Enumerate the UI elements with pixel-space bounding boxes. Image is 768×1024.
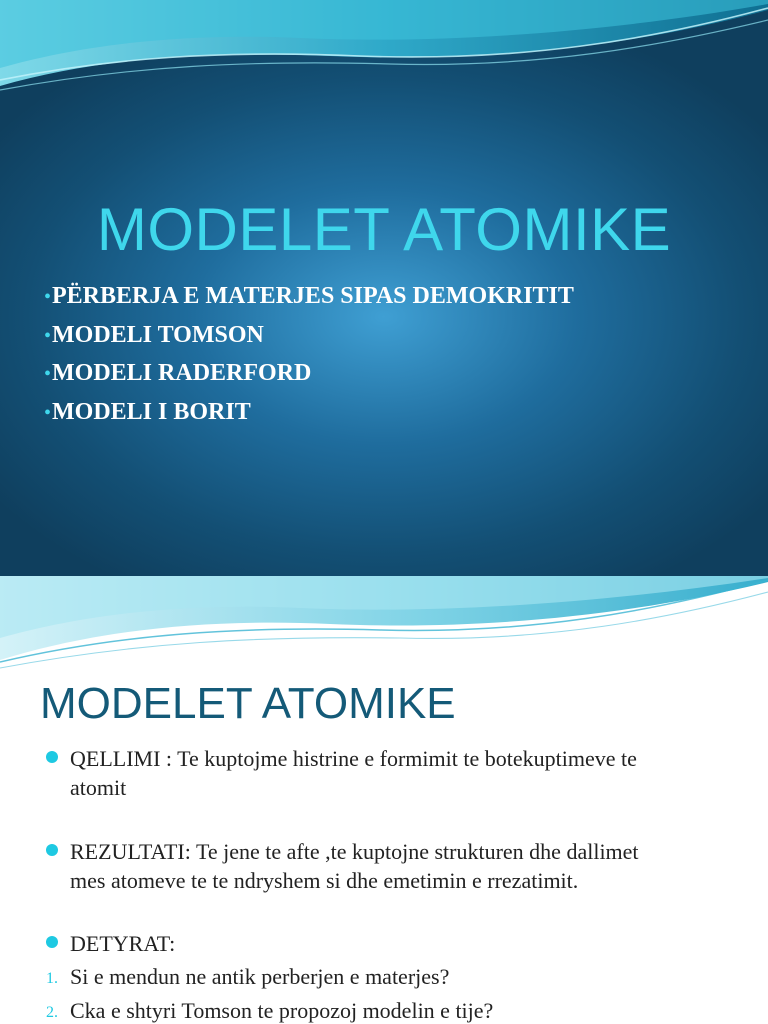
topic-label: PËRBERJA E MATERJES SIPAS DEMOKRITIT — [52, 283, 574, 309]
bullet-icon: • — [44, 401, 52, 424]
header-wave-decoration — [0, 576, 768, 671]
task-text: Cka e shtyri Tomson te propozoj modelin e tije? — [70, 998, 494, 1023]
topic-label: MODELI TOMSON — [52, 321, 264, 348]
bullet-icon — [46, 936, 58, 948]
result-text-line2: mes atomeve te te ndryshem si dhe emetimin e rrezatimit. — [70, 868, 579, 893]
tasks-label: DETYRAT: — [70, 931, 176, 956]
topic-label: MODELI RADERFORD — [52, 360, 312, 386]
bullet-icon: • — [44, 286, 52, 308]
topic-label: MODELI I BORIT — [52, 398, 251, 425]
bullet-icon: • — [44, 324, 52, 347]
content-slide — [0, 576, 768, 1024]
task-number: 2. — [46, 1004, 58, 1021]
topic-item — [44, 317, 574, 356]
topic-list — [44, 278, 574, 432]
slide-title: MODELET ATOMIKE — [96, 196, 672, 263]
topic-item — [44, 394, 574, 433]
bullet-icon: • — [44, 363, 52, 385]
topic-item — [44, 355, 574, 394]
goal-text-line1: QELLIMI : Te kuptojme histrine e formimit te botekuptimeve te — [70, 746, 637, 771]
header-wave-decoration — [0, 0, 768, 100]
bullet-icon — [46, 844, 58, 856]
topic-item — [44, 278, 574, 317]
task-text: Si e mendun ne antik perberjen e materjes? — [70, 964, 450, 989]
goal-text-line2: atomit — [70, 775, 127, 800]
result-text-line1: REZULTATI: Te jene te afte ,te kuptojne strukturen dhe dallimet — [70, 839, 639, 864]
slide-title: MODELET ATOMIKE — [40, 679, 456, 728]
bullet-icon — [46, 751, 58, 763]
task-number: 1. — [46, 970, 58, 987]
